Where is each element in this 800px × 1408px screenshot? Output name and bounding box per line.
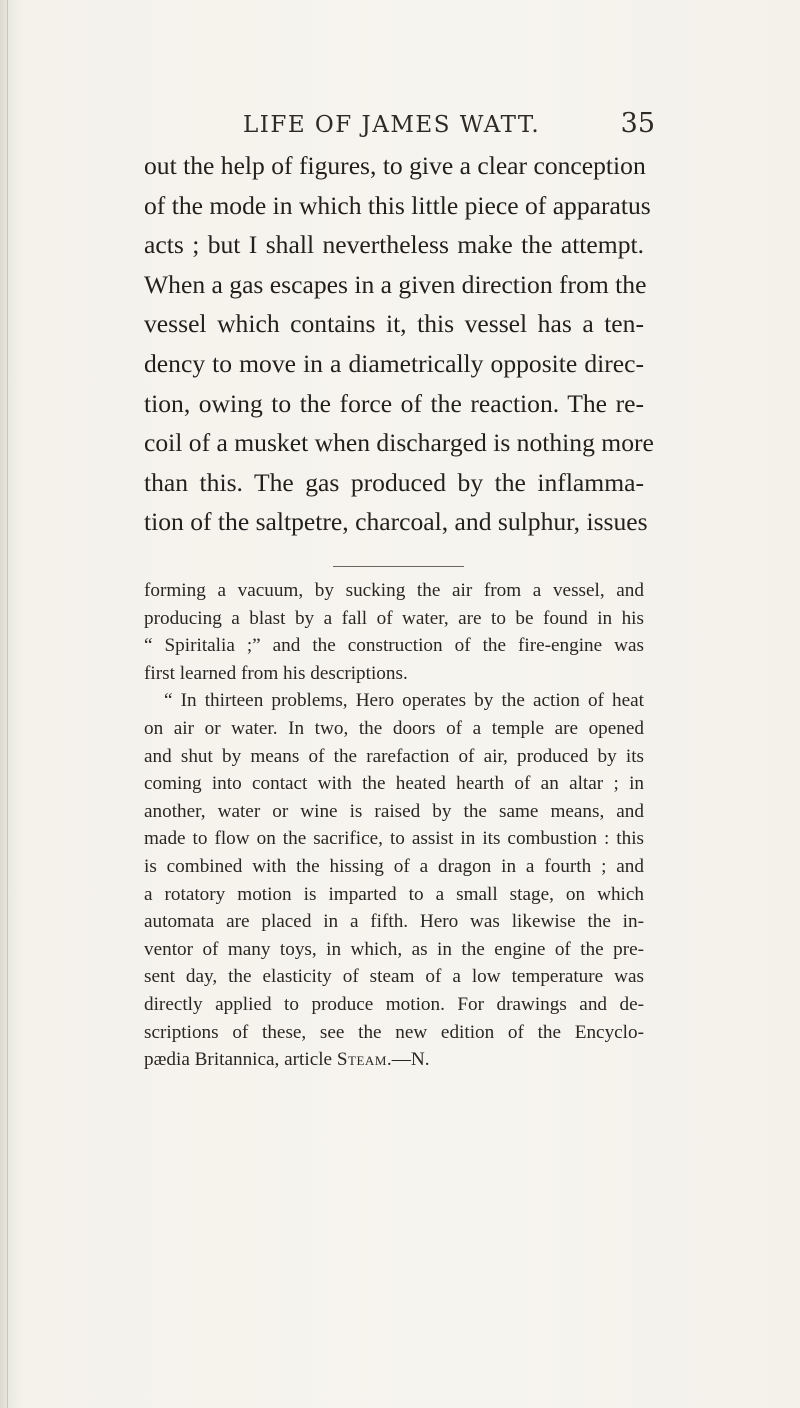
footnote-line: on air or water. In two, the doors of a temple are opened [144,717,644,739]
main-text-line: out the help of figures, to give a clear conception [144,151,646,180]
footnote-line: automata are placed in a fifth. Hero was likewise the in- [144,911,644,933]
footnote-line: a rotatory motion is imparted to a small stage, on which [144,883,644,905]
footnote-last-line-start: pædia Britannica, article [144,1049,337,1071]
footnote-line: forming a vacuum, by sucking the air from a vessel, and [144,580,644,601]
main-text-line: dency to move in a diametrically opposite direc- [144,348,644,378]
footnote-line: made to flow on the sacrifice, to assist in its combustion : this [144,828,644,850]
main-text-line: than this. The gas produced by the inflamma- [144,467,644,497]
main-text-line: of the mode in which this little piece of apparatus [144,190,651,220]
footnote [144,577,644,1074]
main-text-line: coil of a musket when discharged is nothing more [144,428,654,458]
running-head-title: LIFE OF JAMES WATT. [243,112,541,138]
footnote-line: producing a blast by a fall of water, are to be found in his [144,607,644,629]
main-text-line: When a gas escapes in a given direction from the [144,269,647,299]
page-number: 35 [620,108,655,139]
main-text-line: acts ; but I shall nevertheless make the attempt. [144,230,644,260]
main-text [144,146,654,542]
main-text-line: tion, owing to the force of the reaction. The re- [144,388,644,418]
footnote-rule [333,566,464,567]
footnote-line: “ Spiritalia ;” and the construction of the fire-engine was [144,635,644,657]
footnote-line: coming into contact with the heated hearth of an altar ; in [144,773,644,795]
page-gutter [7,0,8,1408]
main-text-line: tion of the saltpetre, charcoal, and sulphur, issues [144,507,648,537]
footnote-last-line [144,1046,644,1074]
footnote-line: and shut by means of the rarefaction of air, produced by its [144,745,644,767]
footnote-line: first learned from his descriptions. [144,662,408,684]
footnote-line: ventor of many toys, in which, as in the engine of the pre- [144,938,644,960]
footnote-line: is combined with the hissing of a dragon in a fourth ; and [144,855,644,877]
footnote-line: “ In thirteen problems, Hero operates by the action of heat [164,690,644,712]
footnote-line: directly applied to produce motion. For drawings and de- [144,993,644,1015]
footnote-line: another, water or wine is raised by the same means, and [144,800,644,822]
footnote-line: sent day, the elasticity of steam of a low temperature was [144,966,644,988]
main-text-line: vessel which contains it, this vessel has a ten- [144,309,644,339]
footnote-last-line-end: .—N. [386,1049,430,1071]
footnote-line: scriptions of these, see the new edition of the Encyclo- [144,1021,644,1043]
footnote-smallcaps-term: Steam [336,1049,387,1071]
